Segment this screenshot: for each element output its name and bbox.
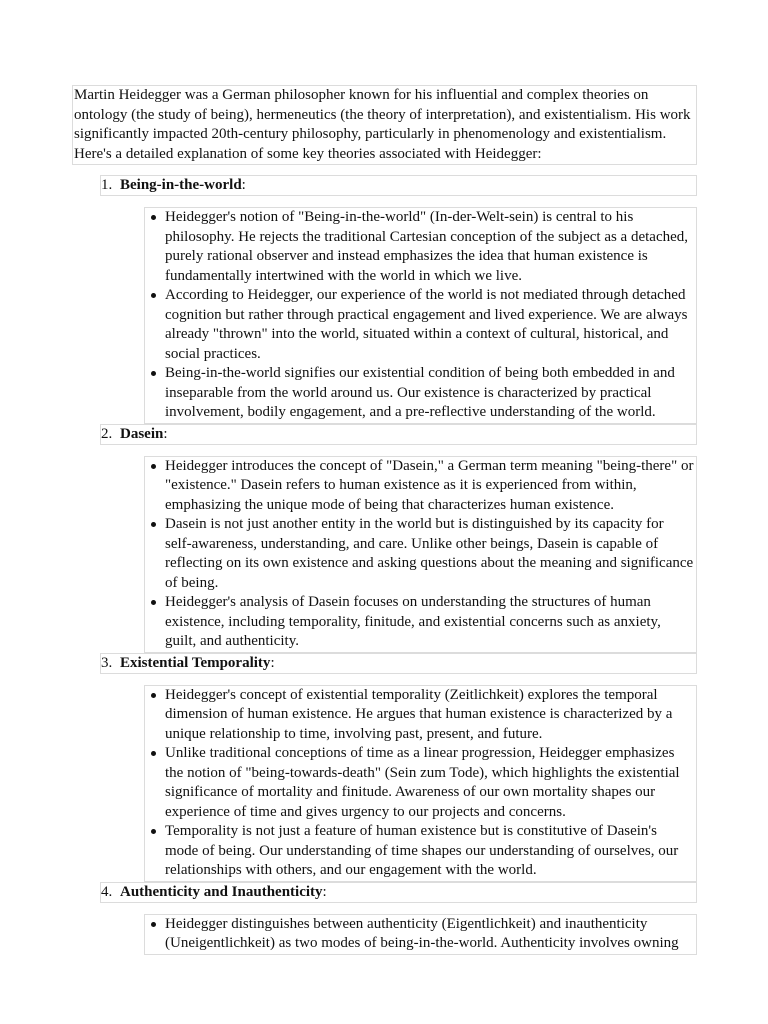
list-item: Being-in-the-world signifies our existential condition of being both embedded in and inseparable from the world around us. Our existence is characterized by practical involvement, bodily engagement, and a pre-reflective understanding of the world. [165, 364, 696, 423]
theory-heading [100, 653, 697, 674]
theories-list [72, 175, 697, 955]
theory-title: Being-in-the-world [120, 177, 242, 193]
intro-paragraph: Martin Heidegger was a German philosopher known for his influential and complex theories on ontology (the study of being), hermeneutics (the theory of interpretation), and existentialism. His work significantly impacted 20th-century philosophy, particularly in phenomenology and existentialism. Here's a detailed explanation of some key theories associated with Heidegger: [72, 85, 697, 165]
theory-colon: : [241, 177, 246, 193]
theory-title: Dasein [120, 425, 164, 442]
theory-heading [100, 424, 697, 445]
list-item: Dasein is not just another entity in the world but is distinguished by its capacity for self-awareness, understanding, and care. Unlike other beings, Dasein is capable of reflecting on its own existence and asking questions about the meaning and significance of being. [165, 515, 696, 593]
list-item: Heidegger introduces the concept of "Dasein," a German term meaning "being-there" or "existence." Dasein refers to human existence as it is experienced from within, emphasizing the unique mode of being that characterizes human existence. [165, 457, 696, 516]
list-item: Unlike traditional conceptions of time as a linear progression, Heidegger emphasizes the notion of "being-towards-death" (Sein zum Tode), which highlights the existential significance of mortality and finitude. Awareness of our own mortality shapes our experience of time and gives urgency to our projects and concerns. [165, 744, 696, 822]
theory-points [144, 914, 697, 955]
list-item: Heidegger's analysis of Dasein focuses on understanding the structures of human existence, including temporality, finitude, and existential concerns such as anxiety, guilt, and authenticity. [165, 593, 696, 652]
theory-number: 1. [101, 177, 113, 193]
theory-item [72, 424, 697, 653]
theory-points [144, 685, 697, 882]
list-item: Heidegger's concept of existential temporality (Zeitlichkeit) explores the temporal dimension of human existence. He argues that human existence is characterized by a unique relationship to time, involving past, present, and future. [165, 686, 696, 745]
theory-item [72, 175, 697, 424]
theory-heading [100, 882, 697, 903]
list-item: Heidegger distinguishes between authenticity (Eigentlichkeit) and inauthenticity (Uneigentlichkeit) as two modes of being-in-the-world. Authenticity involves owning [165, 915, 696, 954]
theory-heading [100, 175, 697, 196]
theory-item [72, 653, 697, 882]
list-item: Temporality is not just a feature of human existence but is constitutive of Dasein's mode of being. Our understanding of time shapes our understanding of ourselves, our relationships with others, and our engagement with the world. [165, 822, 696, 881]
theory-points [144, 207, 697, 424]
theory-colon: : [322, 883, 327, 900]
theory-number: 2. [101, 425, 113, 442]
list-item: Heidegger's notion of "Being-in-the-world" (In-der-Welt-sein) is central to his philosophy. He rejects the traditional Cartesian conception of the subject as a detached, purely rational observer and instead emphasizes the idea that human existence is fundamentally intertwined with the world in which we live. [165, 208, 696, 286]
theory-number: 4. [101, 883, 113, 900]
list-item: According to Heidegger, our experience of the world is not mediated through detached cognition but rather through practical engagement and lived experience. We are always already "thrown" into the world, situated within a context of cultural, historical, and social practices. [165, 286, 696, 364]
theory-title: Existential Temporality [120, 654, 271, 671]
theory-colon: : [270, 654, 275, 671]
theory-item [72, 882, 697, 955]
theory-colon: : [163, 425, 168, 442]
theory-points [144, 456, 697, 653]
theory-title: Authenticity and Inauthenticity [120, 883, 323, 900]
theory-number: 3. [101, 654, 113, 671]
document-body [72, 85, 697, 955]
